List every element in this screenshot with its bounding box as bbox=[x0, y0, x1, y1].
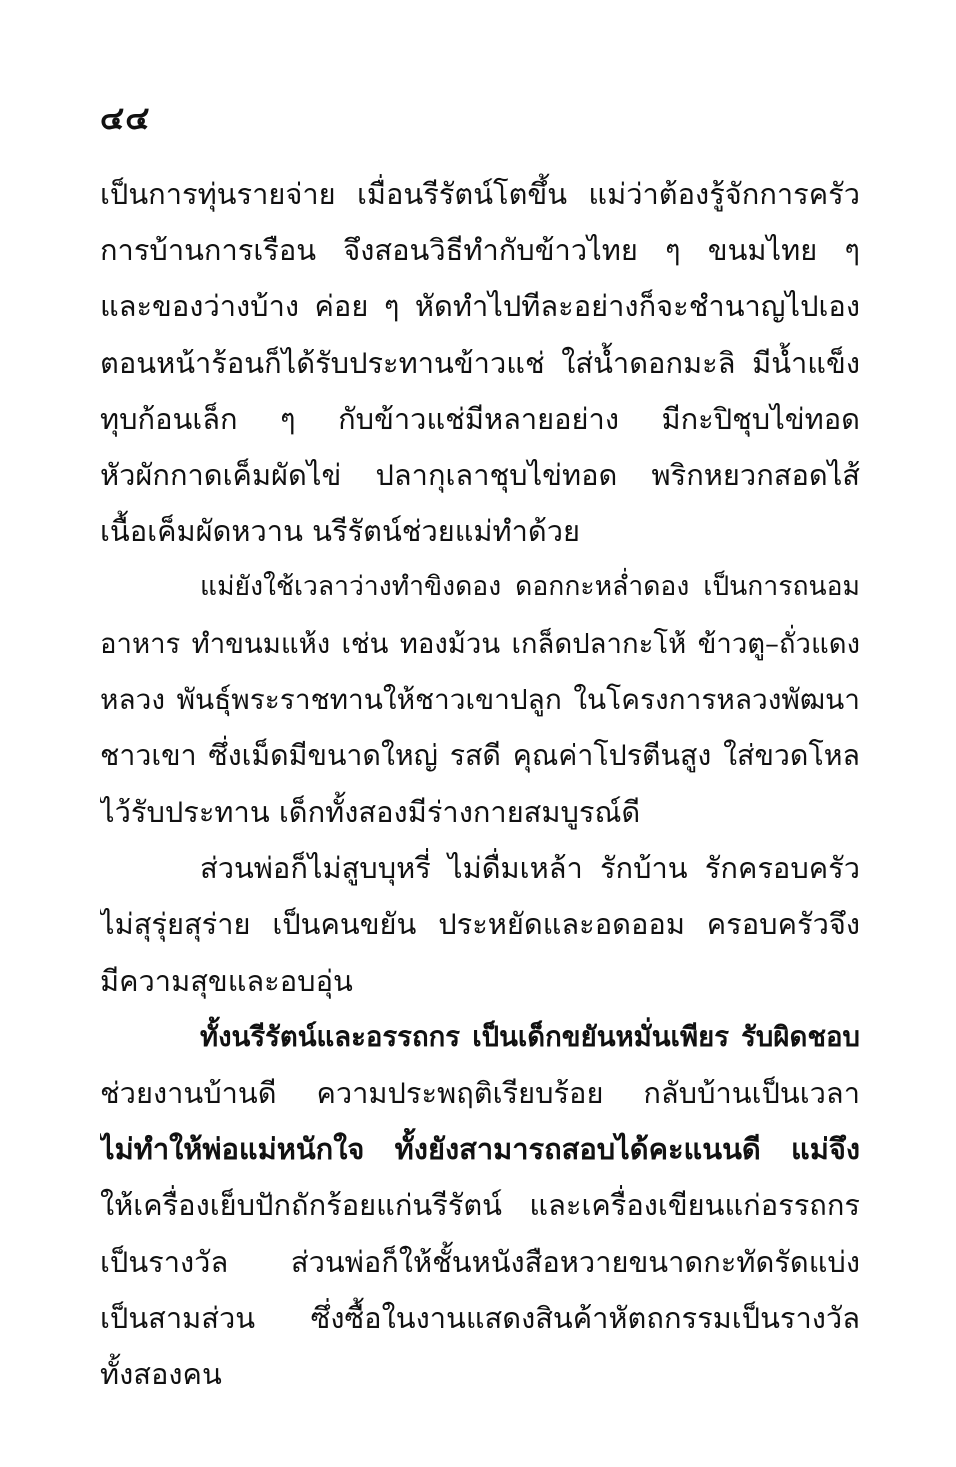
text-line: ตอนหน้าร้อนก็ได้รับประทานข้าวแช่ ใส่น้ำดอกมะลิ มีน้ำแข็ง bbox=[100, 345, 860, 380]
page-number: ๔๔ bbox=[100, 99, 151, 137]
text-line: ให้เครื่องเย็บปักถักร้อยแก่นรีรัตน์ และเครื่องเขียนแก่อรรถกร bbox=[100, 1188, 860, 1223]
text-line: ไม่สุรุ่ยสุร่าย เป็นคนขยัน ประหยัดและอดออม ครอบครัวจึง bbox=[100, 907, 860, 942]
text-line: หัวผักกาดเค็มผัดไข่ ปลากุเลาชุบไข่ทอด พริกหยวกสอดไส้ bbox=[100, 457, 860, 492]
text-line: หลวง พันธุ์พระราชทานให้ชาวเขาปลูก ในโครงการหลวงพัฒนา bbox=[100, 682, 860, 716]
text-line: และของว่างบ้าง ค่อย ๆ หัดทำไปทีละอย่างก็จะชำนาญไปเอง bbox=[100, 289, 860, 324]
text-line: ช่วยงานบ้านดี ความประพฤติเรียบร้อย กลับบ้านเป็นเวลา bbox=[100, 1076, 860, 1110]
body-text bbox=[100, 166, 860, 1402]
text-line: การบ้านการเรือน จึงสอนวิธีทำกับข้าวไทย ๆ ขนมไทย ๆ bbox=[100, 233, 860, 268]
paragraph-first-line: ทั้งนรีรัตน์และอรรถกร เป็นเด็กขยันหมั่นเพียร รับผิดชอบ bbox=[200, 1020, 860, 1053]
text-line: ไว้รับประทาน เด็กทั้งสองมีร่างกายสมบูรณ์ดี bbox=[100, 795, 641, 830]
text-line: ทั้งสองคน bbox=[100, 1356, 222, 1391]
text-line: เนื้อเค็มผัดหวาน นรีรัตน์ช่วยแม่ทำด้วย bbox=[100, 514, 581, 549]
text-line: ชาวเขา ซึ่งเม็ดมีขนาดใหญ่ รสดี คุณค่าโปรตีนสูง ใส่ขวดโหล bbox=[100, 738, 860, 772]
text-line: มีความสุขและอบอุ่น bbox=[100, 963, 353, 998]
paragraph-first-line: ส่วนพ่อก็ไม่สูบบุหรี่ ไม่ดื่มเหล้า รักบ้าน รักครอบครัว bbox=[200, 851, 860, 886]
text-line: เป็นรางวัล ส่วนพ่อก็ให้ชั้นหนังสือหวายขนาดกะทัดรัดแบ่ง bbox=[100, 1244, 860, 1279]
text-line: อาหาร ทำขนมแห้ง เช่น ทองม้วน เกล็ดปลากะโห้ ข้าวตู–ถั่วแดง bbox=[100, 627, 860, 660]
text-line: เป็นการทุ่นรายจ่าย เมื่อนรีรัตน์โตขึ้น แม่ว่าต้องรู้จักการครัว bbox=[100, 177, 860, 211]
paragraph-first-line: แม่ยังใช้เวลาว่างทำขิงดอง ดอกกะหล่ำดอง เป็นการถนอม bbox=[200, 571, 860, 603]
text-line: ทุบก้อนเล็ก ๆ กับข้าวแช่มีหลายอย่าง มีกะปิชุบไข่ทอด bbox=[100, 401, 860, 436]
text-line: เป็นสามส่วน ซึ่งซื้อในงานแสดงสินค้าหัตถกรรมเป็นรางวัล bbox=[100, 1300, 860, 1335]
text-line: ไม่ทำให้พ่อแม่หนักใจ ทั้งยังสามารถสอบได้คะแนนดี แม่จึง bbox=[100, 1132, 860, 1167]
